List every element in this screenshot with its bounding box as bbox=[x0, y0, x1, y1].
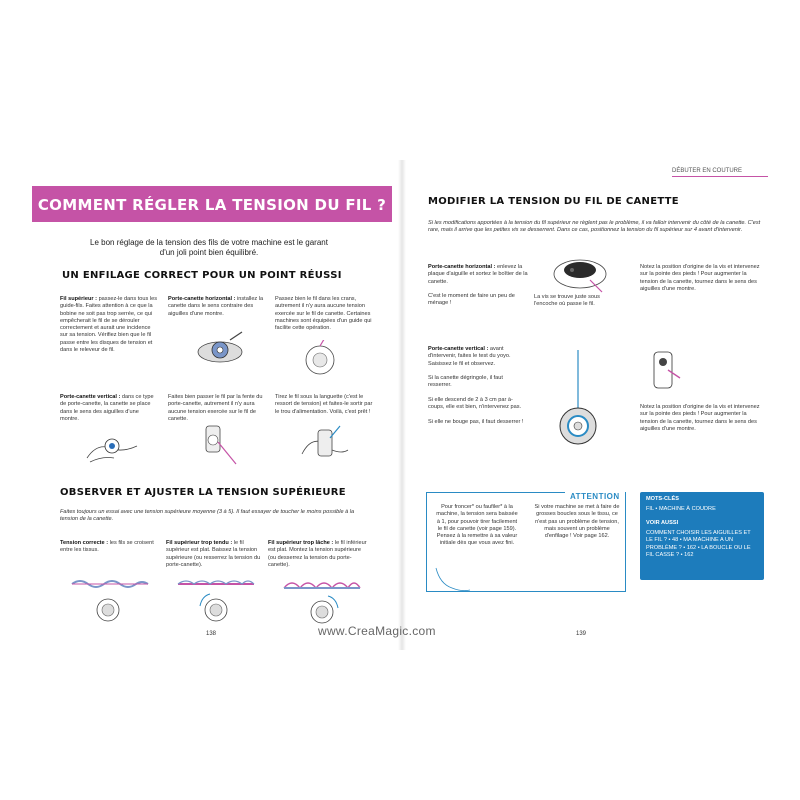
bobbin-yoyo-illustration bbox=[548, 350, 608, 450]
col4-text bbox=[60, 394, 158, 423]
horizontal-body2: C'est le moment de faire un peu de ménage ! bbox=[428, 293, 515, 307]
tension2-bold: Fil supérieur trop tendu : bbox=[166, 540, 233, 546]
right-intro: Si les modifications apportées à la tension du fil supérieur ne règlent pas le problème, il va falloir intervenir du côté de la canette. C'est rare, mais il arrive que les petites vis se desserrent. Dans ce cas, positionnez la tension du fil supérieur sur 4 avant d'intervenir. bbox=[428, 220, 761, 234]
vertical-p3: Si elle descend de 2 à 3 cm par à-coups, elle est bien, n'intervenez pas. bbox=[428, 396, 522, 411]
tension-correct-text bbox=[60, 540, 156, 555]
section2-intro: Faites toujours un essai avec une tension supérieure moyenne (3 à 5). Il faut essayer de toucher le moins possible à la tension de la canette. bbox=[60, 509, 355, 523]
col2-bold: Porte-canette horizontal : bbox=[168, 296, 236, 302]
note-horizontal: Notez la position d'origine de la vis et intervenez sur la pointe des pieds ! Pour augmenter la tension de la canette, tournez dans le sens des aiguilles d'une montre. bbox=[640, 264, 760, 292]
right-title: MODIFIER LA TENSION DU FIL DE CANETTE bbox=[428, 196, 679, 207]
stitch-loose-illustration bbox=[282, 576, 362, 626]
col2-text bbox=[168, 296, 266, 318]
keywords-title: MOTS-CLÉS bbox=[646, 496, 679, 502]
attention-right-text: Si votre machine se met à faire de grosses boucles sous le tissu, ce n'est pas un problème de tension, mais souvent un problème d'enfilage ! Voir page 162. bbox=[534, 504, 620, 540]
keywords-text: FIL • MACHINE À COUDRE bbox=[646, 506, 716, 512]
section2-title: OBSERVER ET AJUSTER LA TENSION SUPÉRIEURE bbox=[60, 487, 346, 498]
thread-notch-illustration bbox=[292, 340, 352, 380]
tension-tight-text bbox=[166, 540, 262, 569]
vertical-bobbin-hand-illustration bbox=[82, 428, 142, 468]
col3-text: Passez bien le fil dans les crans, autrement il n'y aura aucune tension exercée sur le fil de canette. Certaines machines sont équipées d'un guide qui facilite cette opération. bbox=[275, 296, 372, 332]
col5-text: Faites bien passer le fil par la fente du porte-canette, autrement il n'y aura aucune tension exercée sur le fil de canette. bbox=[168, 394, 263, 422]
thread-curl-icon bbox=[432, 564, 472, 594]
tension-spring-illustration bbox=[296, 420, 356, 468]
horizontal-bold: Porte-canette horizontal : bbox=[428, 264, 496, 270]
tension1-bold: Tension correcte : bbox=[60, 540, 109, 546]
vertical-p2: Si la canette dégringole, il faut resserrer. bbox=[428, 375, 503, 389]
note-vertical: Notez la position d'origine de la vis et intervenez sur la pointe des pieds ! Pour augmenter la tension de la canette, tournez dans le sens des aiguilles d'une montre. bbox=[640, 404, 760, 432]
book-gutter bbox=[398, 160, 406, 650]
see-also-title: VOIR AUSSI bbox=[646, 520, 679, 526]
bobbin-case-screw-illustration bbox=[550, 252, 612, 296]
intro-text: Le bon réglage de la tension des fils de votre machine est le garant d'un joli point bien équilibré. bbox=[90, 238, 328, 258]
col6-text: Tirez le fil sous la languette (c'est le ressort de tension) et faites-le sortir par le trou d'alimentation. Voilà, c'est prêt ! bbox=[275, 394, 373, 415]
watermark: www.CreaMagic.com bbox=[318, 624, 436, 638]
tension3-body: le fil inférieur est plat. Montez la tension supérieure (ou desserrez la tension du porte-canette). bbox=[268, 540, 367, 568]
col2-body: installez la canette dans le sens contraire des aiguilles d'une montre. bbox=[168, 296, 264, 317]
vertical-bold: Porte-canette vertical : bbox=[428, 346, 489, 352]
attention-label-badge bbox=[565, 486, 625, 504]
page-title: COMMENT RÉGLER LA TENSION DU FIL ? bbox=[37, 196, 387, 214]
section-header bbox=[672, 168, 768, 177]
screw-caption: La vis se trouve juste sous l'encoche où passe le fil. bbox=[534, 294, 600, 308]
section1-title: UN ENFILAGE CORRECT POUR UN POINT RÉUSSI bbox=[62, 270, 342, 281]
horizontal-text bbox=[428, 264, 528, 308]
vertical-case-screw-illustration bbox=[646, 348, 686, 396]
col1-body: passez-le dans tous les guide-fils. Faites attention à ce que la bobine ne soit pas trop serrée, ce qui empêcherait le fil de se dérouler correctement et aurait une incidence sur sa tension. Vérifiez bien que le fil passe entre les disques de tension et dans le releveur de fil. bbox=[60, 296, 158, 353]
bobbin-horizontal-illustration bbox=[190, 330, 250, 370]
stitch-tight-illustration bbox=[176, 576, 256, 626]
vertical-p4: Si elle ne bouge pas, il faut desserrer ! bbox=[428, 418, 524, 425]
tension3-bold: Fil supérieur trop lâche : bbox=[268, 540, 334, 546]
tension1-body: les fils se croisent entre les tissus. bbox=[60, 540, 154, 554]
attention-left-text: Pour froncer* ou faufiler* à la machine, la tension sera baissée à 1, pour pouvoir tirer facilement le fil de canette (voir page 159). Pensez à la remettre à sa valeur initiale dès que vous avez fini. bbox=[436, 504, 518, 547]
stitch-correct-illustration bbox=[70, 576, 150, 626]
page-number-left: 138 bbox=[206, 631, 217, 637]
page-number-right: 139 bbox=[576, 631, 587, 637]
horizontal-body: enlevez la plaque d'aiguille et sortez le boîtier de la canette. bbox=[428, 264, 528, 285]
vertical-body: avant d'intervenir, faites le test du yoyo. Saisissez le fil et observez. bbox=[428, 346, 511, 367]
col4-bold: Porte-canette vertical : bbox=[60, 394, 121, 400]
vertical-text bbox=[428, 346, 528, 426]
see-also-text: COMMENT CHOISIR LES AIGUILLES ET LE FIL ? • 48 • MA MACHINE A UN PROBLÈME ? • 162 • LA BOUCLE OU LE FIL CASSE ? • 162 bbox=[646, 530, 751, 558]
attention-label: ATTENTION bbox=[570, 492, 620, 501]
col4-body: dans ce type de porte-canette, la canette se place dans le sens des aiguilles d'une montre. bbox=[60, 394, 154, 422]
tension-loose-text bbox=[268, 540, 368, 569]
tension2-body: le fil supérieur est plat. Baissez la tension supérieure (ou resserrez la tension du porte-canette). bbox=[166, 540, 261, 568]
col1-text bbox=[60, 296, 158, 354]
section-label: DÉBUTER EN COUTURE bbox=[672, 168, 743, 174]
bobbin-case-slot-illustration bbox=[188, 420, 248, 468]
col1-bold: Fil supérieur : bbox=[60, 296, 97, 302]
